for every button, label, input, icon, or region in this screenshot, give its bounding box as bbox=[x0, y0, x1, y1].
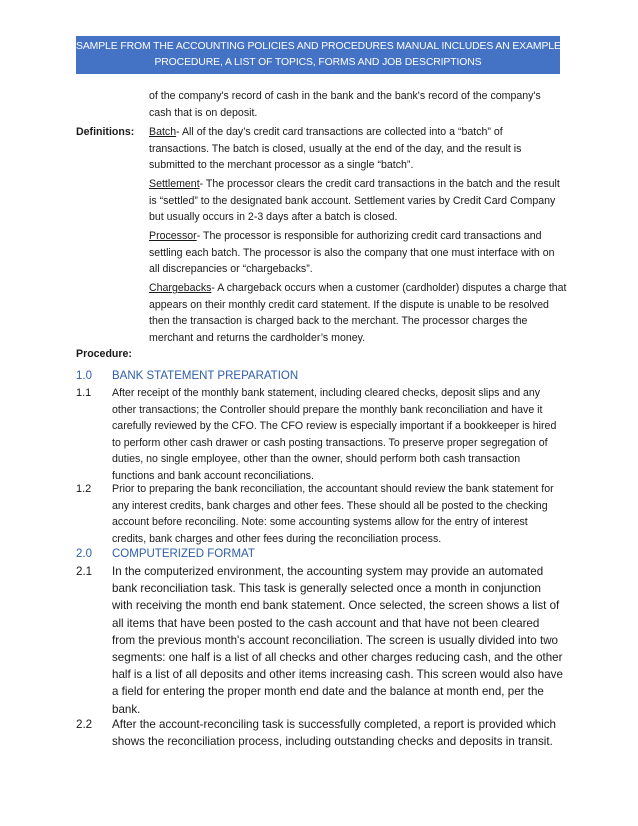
definition-term: Settlement bbox=[149, 178, 200, 190]
text-line: - All of the day’s credit card transactions are collected into a “batch” of bbox=[176, 126, 503, 138]
item-number: 1.1 bbox=[76, 387, 92, 399]
definition-batch bbox=[149, 124, 569, 174]
text-line: transactions. The batch is closed, usually at the end of the day, and the result is bbox=[149, 142, 522, 155]
text-line: with receiving the month end bank statement. Once selected, the screen shows a list of bbox=[112, 599, 560, 613]
section-title: BANK STATEMENT PREPARATION bbox=[112, 370, 299, 382]
section-title: COMPUTERIZED FORMAT bbox=[112, 548, 255, 560]
item-number: 2.1 bbox=[76, 565, 93, 578]
text-line: of the company's record of cash in the bank and the bank's record of the company's bbox=[149, 90, 541, 102]
definition-term: Batch bbox=[149, 126, 177, 138]
definition-settlement bbox=[149, 176, 569, 226]
text-line: from the previous month's account reconciliation. The screen is usually divided into two bbox=[112, 633, 559, 647]
item-number: 2.2 bbox=[76, 718, 93, 731]
text-line: After receipt of the monthly bank statement, including cleared checks, deposit slips and any bbox=[112, 387, 541, 399]
banner-line-1: SAMPLE FROM THE ACCOUNTING POLICIES AND PROCEDURES MANUAL INCLUDES AN EXAMPLE bbox=[76, 41, 561, 52]
definition-term: Processor bbox=[149, 230, 197, 242]
text-line: - The processor is responsible for authorizing credit card transactions and bbox=[196, 230, 542, 242]
text-line: appears on their monthly credit card statement. If the dispute is unable to be resolved bbox=[149, 298, 549, 311]
text-line: After the account-reconciling task is successfully completed, a report is provided which bbox=[112, 718, 556, 731]
item-number: 1.2 bbox=[76, 483, 92, 495]
text-line: duties, no single employee, other than the owner, should perform both cash transaction bbox=[112, 453, 521, 466]
item-paragraph bbox=[112, 481, 572, 547]
text-line: Prior to preparing the bank reconciliation, the accountant should review the bank statement for bbox=[112, 483, 554, 495]
text-line: cash that is on deposit. bbox=[149, 106, 258, 119]
text-line: half is a list of all deposits and other items increasing cash. This screen would also have bbox=[112, 668, 563, 682]
text-line: submitted to the merchant processor as a single “batch”. bbox=[149, 159, 414, 172]
text-line: settling each batch. The processor is also the company that one must interface with on bbox=[149, 246, 555, 259]
intro-paragraph bbox=[149, 88, 569, 121]
text-line: account before reconciling. Note: some accounting systems allow for the entry of interest bbox=[112, 516, 528, 529]
text-line: - A chargeback occurs when a customer (cardholder) disputes a charge that bbox=[211, 282, 567, 294]
procedure-label: Procedure: bbox=[76, 348, 132, 360]
text-line: but usually occurs in 2-3 days after a batch is closed. bbox=[149, 211, 398, 224]
text-line: other transactions; the Controller should prepare the monthly bank reconciliation and have it bbox=[112, 403, 543, 416]
definition-term: Chargebacks bbox=[149, 282, 212, 294]
definitions-label: Definitions: bbox=[76, 126, 135, 138]
text-line: is “settled” to the designated bank account. Settlement varies by Credit Card Company bbox=[149, 194, 556, 207]
text-line: - The processor clears the credit card transactions in the batch and the result bbox=[199, 178, 560, 190]
text-line: any interest credits, bank charges and other fees. These should all be posted to the checking bbox=[112, 499, 548, 512]
text-line: all discrepancies or “chargebacks”. bbox=[149, 263, 313, 276]
text-line: bank reconciliation task. This task is generally selected once a month in conjunction bbox=[112, 582, 541, 596]
text-line: shows the reconciliation process, including outstanding checks and deposits in transit. bbox=[112, 735, 553, 749]
section-number: 2.0 bbox=[76, 548, 92, 560]
definition-processor bbox=[149, 228, 569, 278]
text-line: bank. bbox=[112, 702, 141, 716]
text-line: merchant and returns the cardholder’s money. bbox=[149, 331, 366, 344]
text-line: In the computerized environment, the accounting system may provide an automated bbox=[112, 565, 544, 578]
section-number: 1.0 bbox=[76, 370, 92, 382]
item-paragraph bbox=[112, 563, 572, 718]
banner-line-2: PROCEDURE, A LIST OF TOPICS, FORMS AND JOB DESCRIPTIONS bbox=[154, 57, 482, 68]
text-line: then the transaction is charged back to the merchant. The processor charges the bbox=[149, 315, 528, 328]
definition-chargebacks bbox=[149, 280, 569, 346]
text-line: carefully reviewed by the CFO. The CFO review is especially important if a bookkeeper is hired bbox=[112, 420, 557, 433]
text-line: segments: one half is a list of all checks and other charges reducing cash, and the other bbox=[112, 651, 563, 665]
text-line: functions and bank account reconciliations. bbox=[112, 469, 314, 482]
item-paragraph bbox=[112, 716, 572, 750]
item-paragraph bbox=[112, 385, 572, 485]
text-line: to perform other cash drawer or cash posting transactions. To preserve proper segregation of bbox=[112, 436, 548, 449]
header-banner bbox=[76, 36, 560, 74]
text-line: credits, bank charges and other fees during the reconciliation process. bbox=[112, 532, 442, 545]
text-line: all items that have been posted to the cash account and that have not been cleared bbox=[112, 616, 540, 630]
text-line: a field for entering the proper month end date and the balance at month end, per the bbox=[112, 685, 544, 699]
